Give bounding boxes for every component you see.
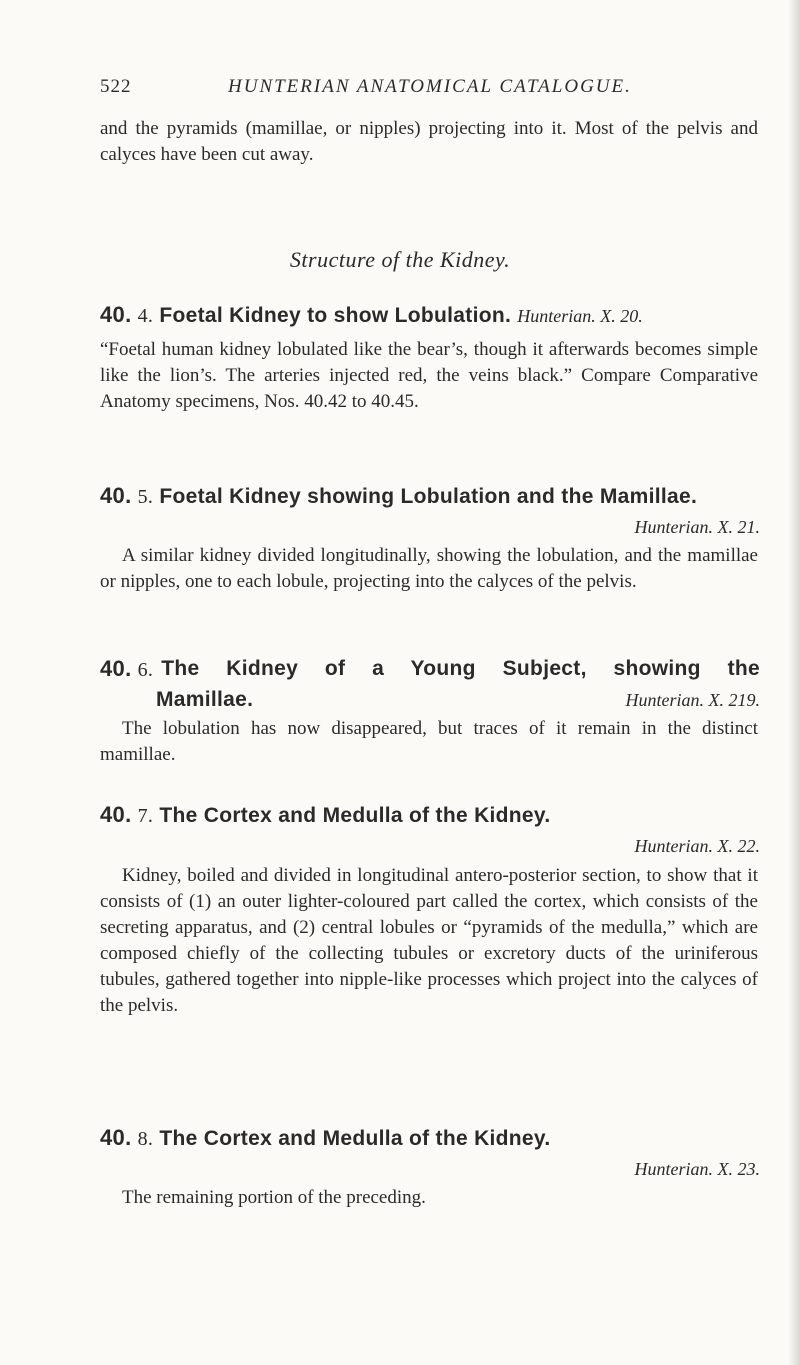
entry-body-40-5: A similar kidney divided longitudinally, showing the lobulation, and the mamillae or nipples, one to each lobule, projecting into the calyces of the pelvis. bbox=[100, 545, 758, 592]
entry-reference: Hunterian. X. 21. bbox=[634, 517, 760, 537]
intro-paragraph: and the pyramids (mamillae, or nipples) projecting into it. Most of the pelvis and calyces have been cut away. bbox=[100, 118, 758, 165]
entry-title: Foetal Kidney showing Lobulation and the Mamillae. bbox=[159, 485, 698, 508]
entry-title: The Cortex and Medulla of the Kidney. bbox=[159, 1127, 551, 1150]
entry-title-line2: Mamillae. bbox=[156, 688, 254, 711]
page-number: 522 bbox=[100, 76, 132, 97]
entry-body-40-7: Kidney, boiled and divided in longitudinal antero-posterior section, to show that it consists of (1) an outer lighter-coloured part called the cortex, which consists of the secreting apparatus, and (2) central lobules or “pyramids of the medulla,” which are composed chiefly of the collecting tubules or excretory ducts of the uriniferous tubules, gathered together into nipple-like processes which project into the calyces of the pelvis. bbox=[100, 865, 758, 1016]
entry-heading-40-6 bbox=[100, 654, 760, 715]
entry-reference: Hunterian. X. 22. bbox=[634, 836, 760, 856]
entry-title: Foetal Kidney to show Lobulation. bbox=[159, 304, 512, 327]
entry-number: 40. bbox=[100, 802, 132, 827]
entry-subnumber: 5. bbox=[137, 486, 154, 508]
section-title: Structure of the Kidney. bbox=[289, 247, 511, 272]
entry-subnumber: 7. bbox=[137, 805, 154, 827]
entry-title-line1: The Kidney of a Young Subject, showing the bbox=[161, 657, 760, 680]
entry-heading-40-4 bbox=[100, 300, 760, 331]
entry-number: 40. bbox=[100, 656, 132, 681]
entry-reference: Hunterian. X. 20. bbox=[517, 306, 643, 326]
entry-subnumber: 8. bbox=[137, 1128, 154, 1150]
entry-number: 40. bbox=[100, 302, 132, 327]
entry-number: 40. bbox=[100, 1125, 132, 1150]
entry-reference: Hunterian. X. 219. bbox=[625, 690, 760, 710]
entry-body-40-8: The remaining portion of the preceding. bbox=[122, 1187, 426, 1208]
entry-body-40-6: The lobulation has now disappeared, but traces of it remain in the distinct mamillae. bbox=[100, 718, 758, 765]
entry-subnumber: 4. bbox=[137, 305, 154, 327]
page-edge-shadow bbox=[788, 0, 800, 1365]
entry-subnumber: 6. bbox=[137, 659, 154, 681]
entry-reference: Hunterian. X. 23. bbox=[634, 1159, 760, 1179]
running-title: HUNTERIAN ANATOMICAL CATALOGUE. bbox=[228, 76, 632, 97]
entry-number: 40. bbox=[100, 483, 132, 508]
entry-heading-40-5 bbox=[100, 481, 760, 542]
entry-body-40-4: “Foetal human kidney lobulated like the bear’s, though it afterwards becomes simple like the lion’s. The arteries injected red, the veins black.” Compare Comparative Anatomy specimens, Nos. 40.42 to 40.45. bbox=[100, 339, 758, 412]
entry-heading-40-8 bbox=[100, 1123, 760, 1184]
entry-title: The Cortex and Medulla of the Kidney. bbox=[159, 804, 551, 827]
entry-heading-40-7 bbox=[100, 800, 760, 861]
